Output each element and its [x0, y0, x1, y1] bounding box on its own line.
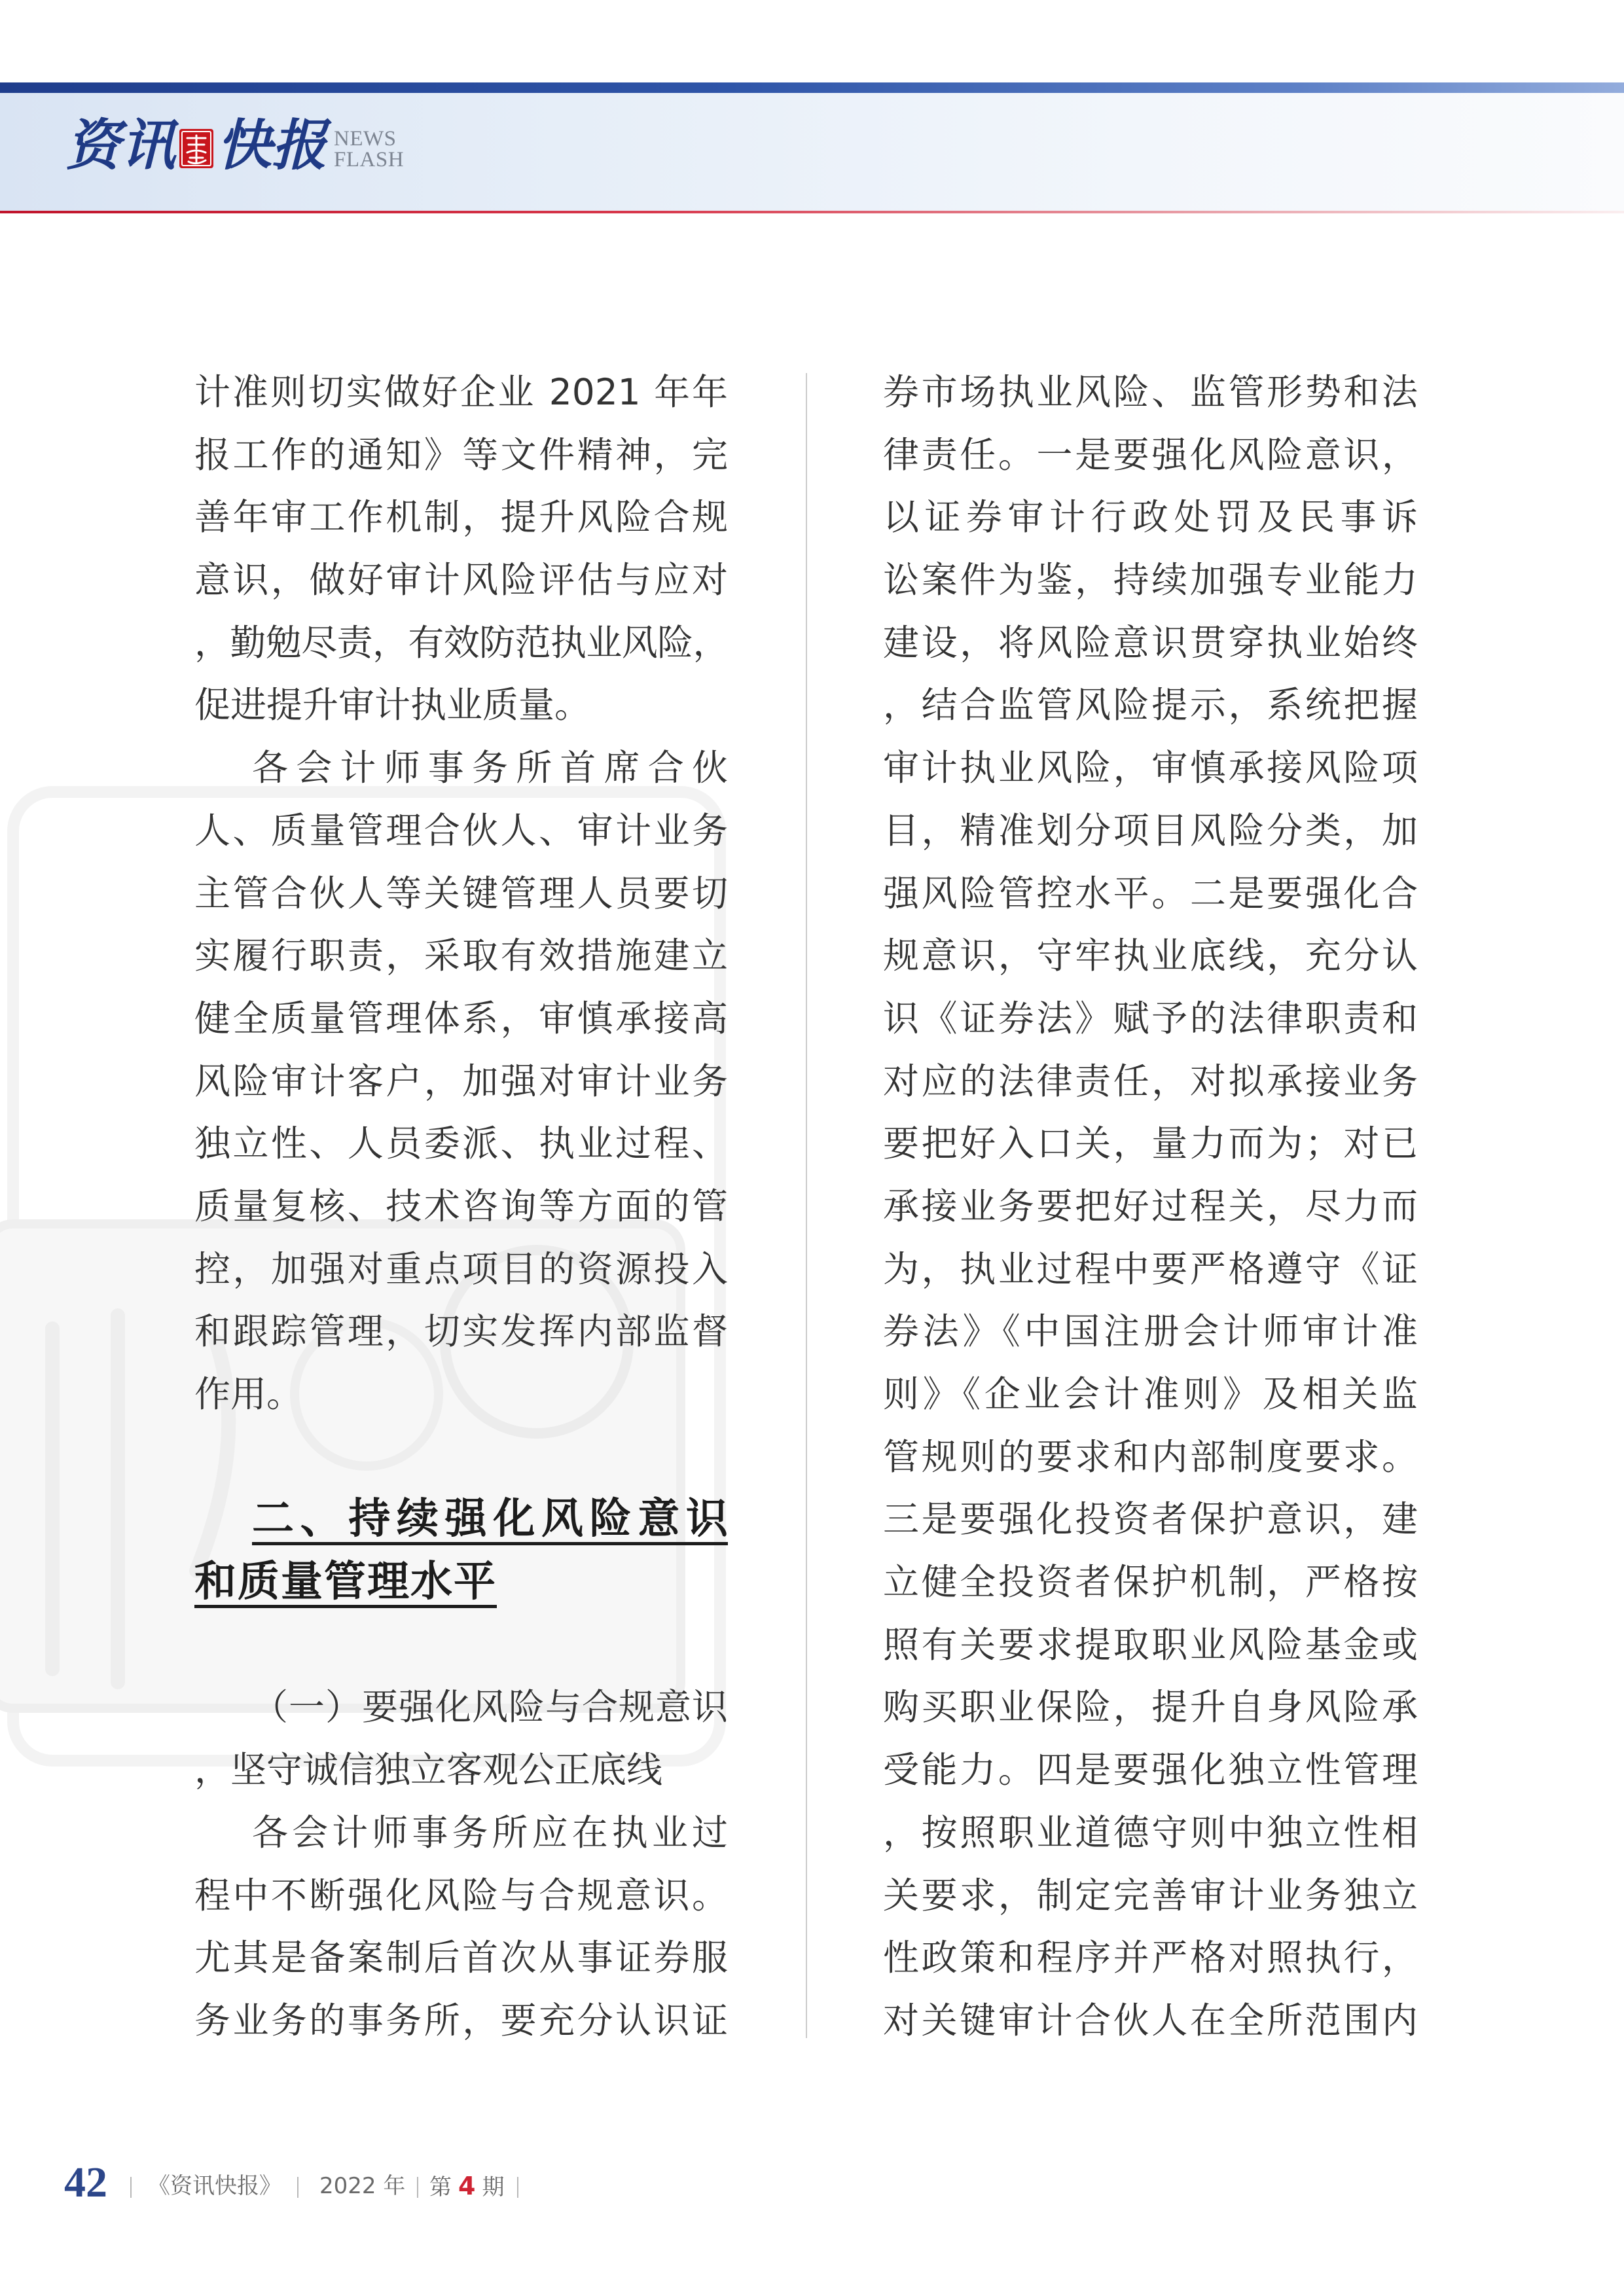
footer-issue: [429, 2173, 504, 2200]
paragraph-spacer: [194, 1614, 728, 1677]
body-line: 律责任。一是要强化风险意识，: [883, 433, 1418, 476]
page-number: 42: [64, 2159, 107, 2206]
masthead-title-part1: 资讯: [65, 113, 176, 177]
section-heading-text: 二、持续强化风险意识: [252, 1495, 728, 1544]
body-line: 照有关要求提取职业风险基金或: [883, 1623, 1418, 1666]
seal-icon: [179, 129, 213, 168]
footer-year: 2022 年: [319, 2173, 406, 2199]
body-line: 三是要强化投资者保护意识，建: [883, 1498, 1418, 1541]
subheading-line: ，坚守诚信独立客观公正底线: [194, 1749, 663, 1791]
body-line: 质量复核、技术咨询等方面的管: [194, 1185, 728, 1227]
body-line: 对关键审计合伙人在全所范围内: [883, 1999, 1418, 2041]
body-line: 风险审计客户，加强对审计业务: [194, 1060, 728, 1102]
masthead-english: [334, 128, 404, 170]
masthead-title-part2: 快报: [217, 113, 327, 177]
body-line: 券市场执业风险、监管形势和法: [883, 371, 1418, 413]
header-top-bar: [0, 82, 1624, 93]
section-heading-line: [194, 1551, 728, 1614]
body-line: 以证券审计行政处罚及民事诉: [883, 496, 1418, 539]
body-line: 讼案件为鉴，持续加强专业能力: [883, 559, 1418, 601]
body-line: 立健全投资者保护机制，严格按: [883, 1561, 1418, 1604]
footer-separator: [130, 2177, 132, 2198]
body-line: 计准则切实做好企业 2021 年年: [194, 371, 728, 413]
body-line: 承接业务要把好过程关，尽力而: [883, 1185, 1418, 1227]
body-line: ，勤勉尽责，有效防范执业风险，: [194, 621, 728, 664]
body-line: 目，精准划分项目风险分类，加: [883, 809, 1418, 852]
body-line: ，按照职业道德守则中独立性相: [883, 1811, 1418, 1854]
masthead-english-news: NEWS: [334, 127, 397, 151]
footer-separator: [297, 2177, 298, 2198]
body-line: ，结合监管风险提示，系统把握: [883, 684, 1418, 726]
body-line: 意识，做好审计风险评估与应对: [194, 559, 728, 601]
subheading-line: （一）要强化风险与合规意识: [252, 1686, 728, 1729]
body-line: 各会计师事务所首席合伙: [252, 747, 728, 789]
body-line: 管规则的要求和内部制度要求。: [883, 1435, 1418, 1478]
body-line: 促进提升审计执业质量。: [194, 684, 591, 726]
footer-separator: [517, 2177, 518, 2198]
body-line: 人、质量管理合伙人、审计业务: [194, 809, 728, 852]
body-line: 建设，将风险意识贯穿执业始终: [883, 621, 1418, 664]
masthead-english-flash: FLASH: [334, 148, 405, 171]
header-red-rule: [0, 211, 1624, 213]
body-line: 性政策和程序并严格对照执行，: [883, 1937, 1418, 1979]
right-column: [883, 361, 1418, 2053]
body-line: 为，执业过程中要严格遵守《证: [883, 1247, 1418, 1290]
body-line: 券法》《中国注册会计师审计准: [883, 1310, 1418, 1353]
body-line: 尤其是备案制后首次从事证券服: [194, 1937, 728, 1979]
left-column: [194, 361, 728, 2053]
body-line: 作用。: [194, 1373, 303, 1415]
body-line: 对应的法律责任，对拟承接业务: [883, 1060, 1418, 1102]
column-divider: [806, 373, 807, 2038]
body-line: 关要求，制定完善审计业务独立: [883, 1874, 1418, 1916]
body-line: 控，加强对重点项目的资源投入: [194, 1247, 728, 1290]
body-line: 主管合伙人等关键管理人员要切: [194, 872, 728, 914]
footer-issue-number: 4: [458, 2172, 476, 2200]
body-line: 独立性、人员委派、执业过程、: [194, 1122, 728, 1165]
body-line: 报工作的通知》等文件精神，完: [194, 433, 728, 476]
footer-magazine-name: 《资讯快报》: [148, 2173, 281, 2199]
section-heading-line: [194, 1488, 728, 1551]
section-heading-text: 和质量管理水平: [194, 1558, 497, 1607]
body-line: 则》《企业会计准则》及相关监: [883, 1373, 1418, 1415]
body-line: 购买职业保险，提升自身风险承: [883, 1686, 1418, 1729]
paragraph-spacer: [194, 1426, 728, 1489]
footer-separator: [417, 2177, 418, 2198]
body-line: 实履行职责，采取有效措施建立: [194, 935, 728, 977]
body-line: 善年审工作机制，提升风险合规: [194, 496, 728, 539]
body-line: 和跟踪管理，切实发挥内部监督: [194, 1310, 728, 1353]
footer-issue-prefix: 第: [429, 2174, 452, 2200]
body-line: 程中不断强化风险与合规意识。: [194, 1874, 728, 1916]
footer-issue-suffix: 期: [482, 2174, 505, 2200]
body-line: 规意识，守牢执业底线，充分认: [883, 935, 1418, 977]
body-line: 务业务的事务所，要充分认识证: [194, 1999, 728, 2041]
body-line: 识《证券法》赋予的法律职责和: [883, 997, 1418, 1039]
body-line: 要把好入口关，量力而为；对已: [883, 1122, 1418, 1165]
body-line: 各会计师事务所应在执业过: [252, 1811, 728, 1854]
body-line: 健全质量管理体系，审慎承接高: [194, 997, 728, 1039]
body-line: 受能力。四是要强化独立性管理: [883, 1749, 1418, 1791]
body-line: 审计执业风险，审慎承接风险项: [883, 747, 1418, 789]
body-line: 强风险管控水平。二是要强化合: [883, 872, 1418, 914]
